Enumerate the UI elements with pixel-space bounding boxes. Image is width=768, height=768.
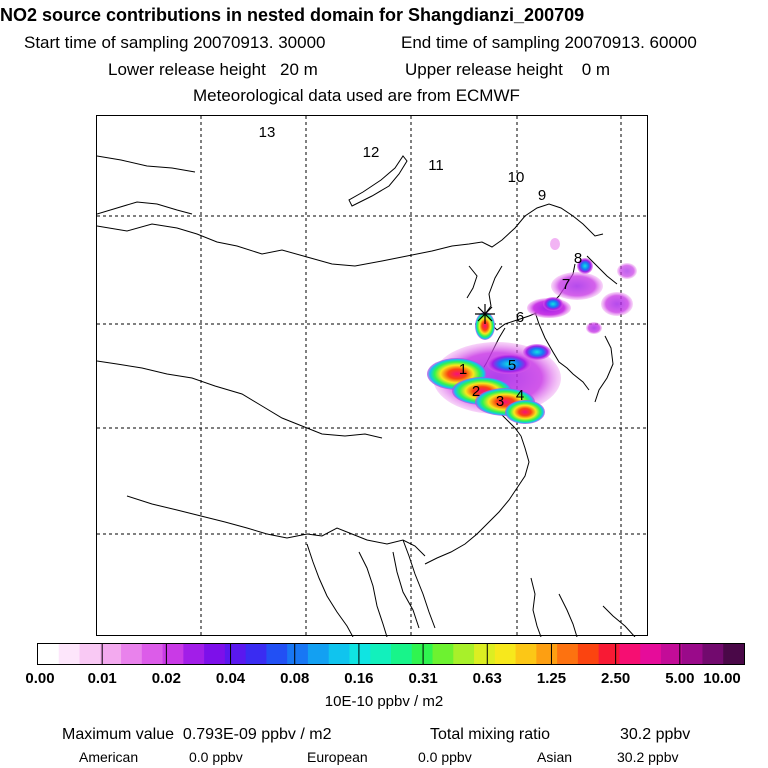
american-label: American — [79, 749, 139, 765]
colorbar-swatch — [661, 644, 682, 664]
colorbar-swatch — [183, 644, 204, 664]
map-panel — [96, 115, 648, 636]
colorbar-swatch — [266, 644, 287, 664]
upper-release-label: Upper release height 0 m — [405, 60, 611, 79]
max-value-label: Maximum value 0.793E-09 ppbv / m2 — [62, 726, 332, 743]
colorbar-tick-label: 0.16 — [344, 670, 374, 687]
colorbar-swatch — [474, 644, 495, 664]
colorbar-swatch — [204, 644, 225, 664]
region-label: 7 — [561, 276, 571, 293]
colorbar-swatch — [619, 644, 640, 664]
colorbar-swatch — [225, 644, 246, 664]
region-label: 6 — [515, 309, 525, 326]
colorbar-tick-label: 0.04 — [215, 670, 246, 687]
colorbar-tick-label: 0.01 — [87, 670, 117, 687]
colorbar-swatch — [308, 644, 329, 664]
region-label: 5 — [507, 357, 517, 374]
colorbar-tick-label: 10.00 — [703, 670, 741, 687]
colorbar-tick-label: 0.00 — [25, 670, 55, 687]
colorbar-swatch — [100, 644, 121, 664]
colorbar-swatch — [391, 644, 412, 664]
plume-field — [427, 238, 637, 424]
receptor-star-icon — [475, 304, 495, 324]
colorbar-tick-label: 0.63 — [472, 670, 502, 687]
colorbar-swatch — [121, 644, 142, 664]
region-label: 9 — [537, 187, 547, 204]
colorbar-swatch — [163, 644, 184, 664]
colorbar-tick-label: 0.31 — [408, 670, 438, 687]
region-label: 3 — [495, 393, 505, 410]
colorbar-units: 10E-10 ppbv / m2 — [324, 693, 444, 710]
region-label: 13 — [258, 124, 276, 141]
colorbar-swatches — [38, 644, 744, 664]
colorbar-swatch — [723, 644, 744, 664]
plume-region-north — [550, 238, 560, 250]
colorbar-swatch — [80, 644, 101, 664]
region-label: 1 — [458, 361, 468, 378]
european-value: 0.0 ppbv — [418, 749, 472, 765]
lower-release-label: Lower release height 20 m — [108, 60, 318, 79]
colorbar-swatch — [599, 644, 620, 664]
colorbar-swatch — [349, 644, 370, 664]
total-mixing-value: 30.2 ppbv — [620, 726, 691, 743]
plume-region-east — [617, 263, 637, 279]
colorbar-swatch — [329, 644, 350, 664]
region-label: 10 — [507, 169, 525, 186]
map-outlines — [97, 156, 635, 637]
region-label: 8 — [573, 250, 583, 267]
colorbar-swatch — [142, 644, 163, 664]
colorbar-swatch — [702, 644, 723, 664]
asian-value: 30.2 ppbv — [617, 749, 679, 765]
total-mixing-label: Total mixing ratio — [430, 726, 551, 743]
colorbar — [37, 643, 745, 665]
colorbar-swatch — [640, 644, 661, 664]
asian-label: Asian — [537, 749, 573, 765]
american-value: 0.0 ppbv — [189, 749, 243, 765]
european-label: European — [307, 749, 368, 765]
colorbar-swatch — [495, 644, 516, 664]
map-canvas — [97, 116, 649, 637]
colorbar-swatch — [287, 644, 308, 664]
plume-region-northeast — [551, 272, 603, 300]
region-label: 2 — [471, 383, 481, 400]
colorbar-tick-label: 1.25 — [536, 670, 567, 687]
colorbar-swatch — [453, 644, 474, 664]
colorbar-swatch — [412, 644, 433, 664]
met-data-label: Meteorological data used are from ECMWF — [193, 86, 520, 105]
colorbar-swatch — [38, 644, 59, 664]
region-label: 4 — [515, 387, 525, 404]
plume-region-korea — [601, 292, 633, 316]
colorbar-swatch — [370, 644, 391, 664]
plume-hotspot-4 — [505, 400, 545, 424]
region-label: 11 — [428, 157, 444, 174]
colorbar-tick-label: 0.02 — [151, 670, 181, 687]
colorbar-swatch — [59, 644, 80, 664]
colorbar-tick-label: 5.00 — [665, 670, 695, 687]
plume-region-bohai — [523, 344, 551, 360]
plume-hotspot-7 — [543, 297, 563, 311]
colorbar-tick-label: 0.08 — [280, 670, 310, 687]
colorbar-tick-label: 2.50 — [601, 670, 631, 687]
start-time-label: Start time of sampling 20070913. 30000 — [24, 33, 326, 52]
colorbar-swatch — [536, 644, 557, 664]
chart-title: NO2 source contributions in nested domain for Shangdianzi_200709 — [0, 5, 585, 25]
colorbar-swatch — [246, 644, 267, 664]
colorbar-swatch — [578, 644, 599, 664]
colorbar-swatch — [557, 644, 578, 664]
colorbar-swatch — [682, 644, 703, 664]
region-label: 12 — [362, 144, 380, 161]
end-time-label: End time of sampling 20070913. 60000 — [401, 33, 697, 52]
plume-region-yellow-sea — [586, 322, 602, 334]
colorbar-swatch — [516, 644, 537, 664]
colorbar-swatch — [433, 644, 454, 664]
